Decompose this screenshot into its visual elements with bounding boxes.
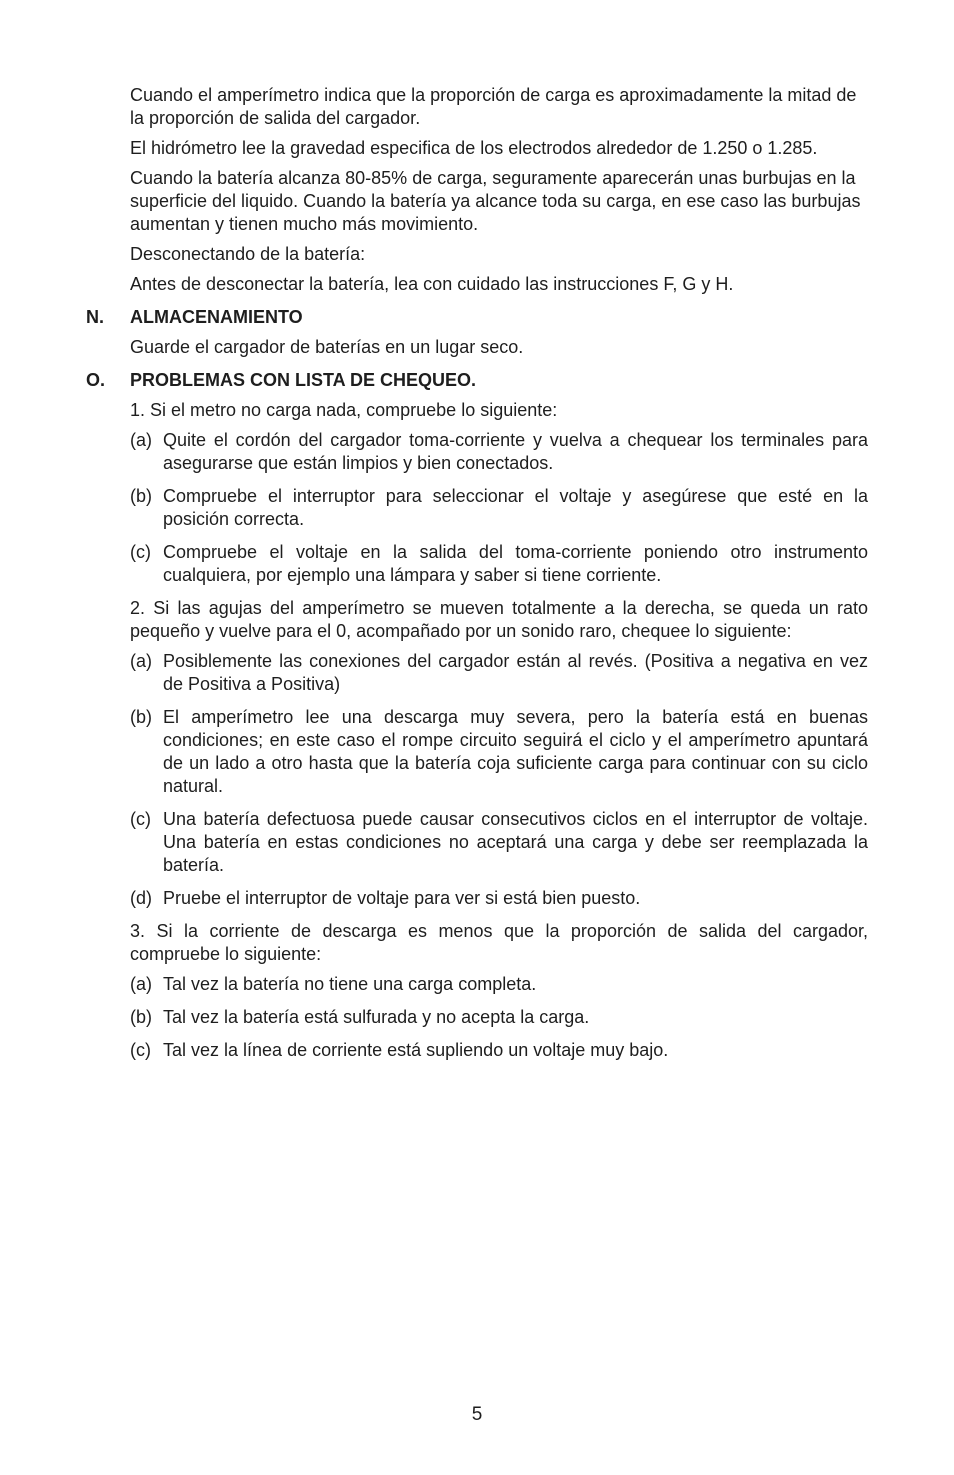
list-item [130,706,868,798]
list-item-marker: (c) [130,1040,151,1060]
list-item [130,429,868,475]
intro-paragraph-3: Cuando la batería alcanza 80-85% de carga, seguramente aparecerán unas burbujas en la superficie del liquido. Cuando la batería ya alcance toda su carga, en ese caso las burbujas aumentan y tienen mucho más movimiento. [130,168,861,234]
page-content [86,84,868,1072]
list-item-marker: (b) [130,707,152,727]
intro-paragraph-4: Desconectando de la batería: [130,244,366,264]
list-item-marker: (c) [130,809,151,829]
checklist-question-1: 1. Si el metro no carga nada, compruebe lo siguiente: [130,400,558,420]
list-item-text: Compruebe el voltaje en la salida del toma-corriente poniendo otro instrumento cualquiera, por ejemplo una lámpara y saber si tiene corriente. [163,542,868,585]
list-item-text: Tal vez la batería está sulfurada y no acepta la carga. [163,1007,590,1027]
list-item [130,973,868,996]
list-item-text: Quite el cordón del cargador toma-corriente y vuelva a chequear los terminales para asegurarse que están limpios y bien conectados. [163,430,868,473]
list-item-marker: (c) [130,542,151,562]
section-n-text: Guarde el cargador de baterías en un lugar seco. [130,337,524,357]
list-item-marker: (d) [130,888,152,908]
list-item [130,1006,868,1029]
list-item-text: Posiblemente las conexiones del cargador están al revés. (Positiva a negativa en vez de Positiva a Positiva) [163,651,868,694]
checklist-question-2: 2. Si las agujas del amperímetro se mueven totalmente a la derecha, se queda un rato pequeño y vuelve para el 0, acompañado por un sonido raro, chequee lo siguiente: [130,598,868,641]
list-item-text: Tal vez la batería no tiene una carga completa. [163,974,537,994]
list-item [130,485,868,531]
list-item-marker: (a) [130,651,152,671]
list-item [130,541,868,587]
section-n-heading [86,306,868,329]
list-item-text: Tal vez la línea de corriente está supliendo un voltaje muy bajo. [163,1040,669,1060]
section-n-letter: N. [86,307,104,327]
list-item-text: Una batería defectuosa puede causar consecutivos ciclos en el interruptor de voltaje. Una batería en estas condiciones no aceptará una carga y debe ser reemplazada la batería. [163,809,868,875]
section-o-heading [86,369,868,392]
list-item-text: Pruebe el interruptor de voltaje para ver si está bien puesto. [163,888,641,908]
intro-paragraph-2: El hidrómetro lee la gravedad especifica de los electrodos alrededor de 1.250 o 1.285. [130,138,818,158]
checklist-list-1 [130,429,868,587]
list-item-marker: (b) [130,486,152,506]
page-number: 5 [471,1404,483,1425]
checklist-list-3 [130,973,868,1062]
list-item [130,650,868,696]
section-o-letter: O. [86,370,106,390]
list-item [130,887,868,910]
section-n-title: ALMACENAMIENTO [130,307,303,327]
list-item-text: El amperímetro lee una descarga muy severa, pero la batería está en buenas condiciones; en este caso el rompe circuito seguirá el ciclo y el amperímetro apuntará de un lado a otro hasta que la batería coja suficiente carga para continuar con su ciclo natural. [163,707,868,796]
intro-paragraph-1: Cuando el amperímetro indica que la proporción de carga es aproximadamente la mitad de la proporción de salida del cargador. [130,85,857,128]
intro-paragraph-5: Antes de desconectar la batería, lea con cuidado las instrucciones F, G y H. [130,274,734,294]
section-o-title: PROBLEMAS CON LISTA DE CHEQUEO. [130,370,477,390]
list-item-marker: (a) [130,974,152,994]
list-item-marker: (b) [130,1007,152,1027]
checklist-list-2 [130,650,868,910]
list-item [130,808,868,877]
list-item-text: Compruebe el interruptor para seleccionar el voltaje y asegúrese que esté en la posición correcta. [163,486,868,529]
checklist-question-3: 3. Si la corriente de descarga es menos que la proporción de salida del cargador, compruebe lo siguiente: [130,921,868,964]
list-item-marker: (a) [130,430,152,450]
list-item [130,1039,868,1062]
